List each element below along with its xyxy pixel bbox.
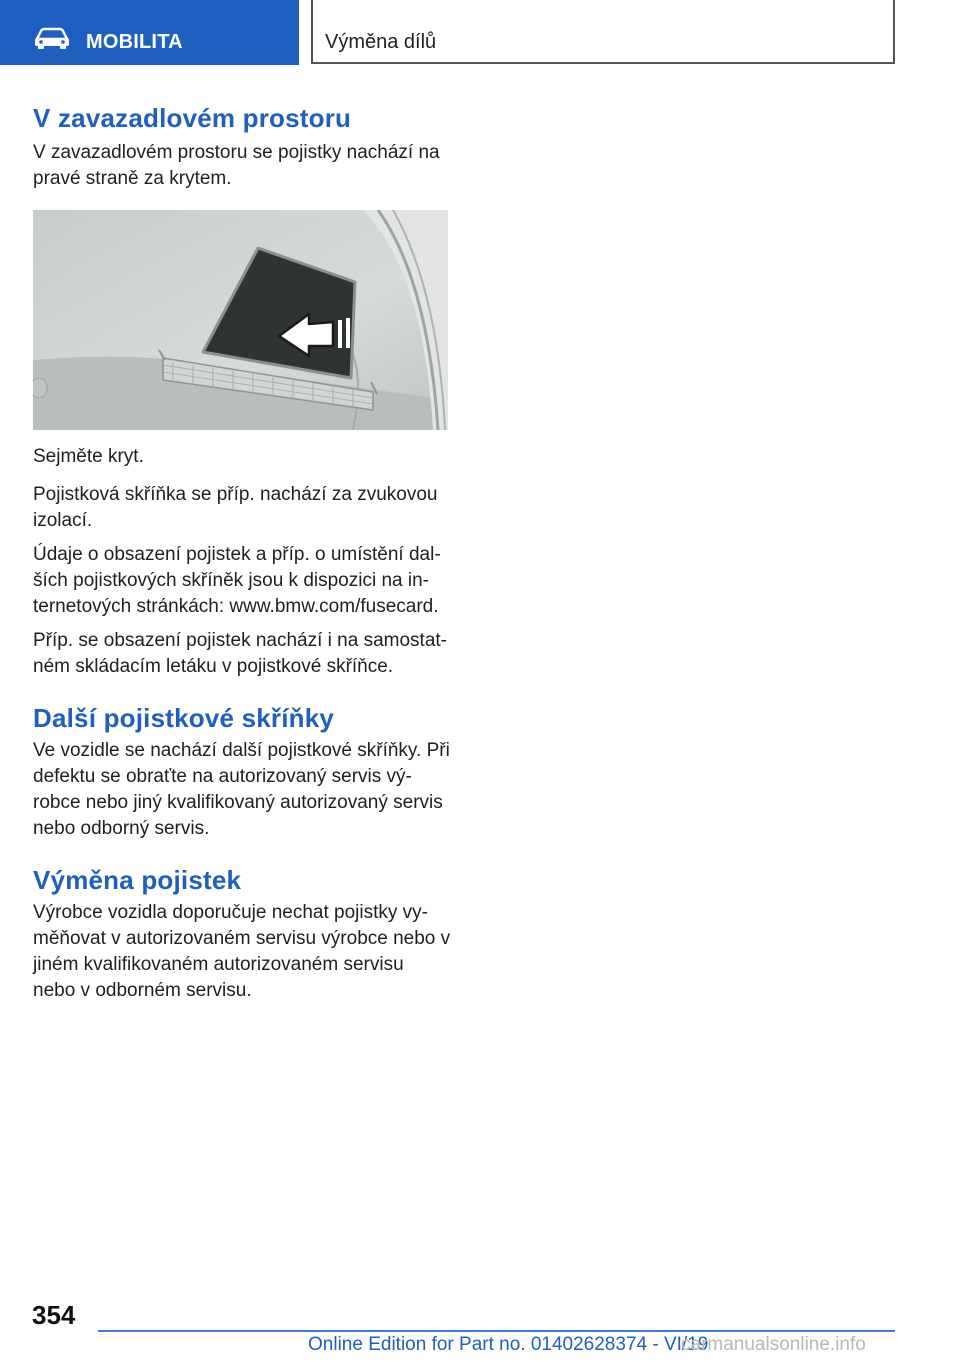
section-tab [0, 0, 299, 65]
paragraph: Ve vozidle se nachází další pojistkové skříňky. Při defektu se obraťte na autorizovaný servis vý-robce nebo jiný kvalifikovaný autorizovaný servis nebo odborný servis. [33, 740, 450, 839]
section-title: MOBILITA [86, 31, 183, 53]
page-number: 354 [32, 1300, 76, 1330]
paragraph: Pojistková skříňka se příp. nachází za zvukovou izolací. [33, 484, 438, 531]
paragraph: Údaje o obsazení pojistek a příp. o umístění dal-ších pojistkových skříněk jsou k dispozici na in-ternetových stránkách: www.bmw.com/fusecard. [33, 544, 441, 617]
car-icon [34, 27, 70, 49]
trunk-fuse-cover-illustration [33, 210, 448, 430]
paragraph: Příp. se obsazení pojistek nachází i na samostat-ném skládacím letáku v pojistkové skříňce. [33, 630, 447, 677]
watermark: carmanualsonline.info [681, 1334, 866, 1355]
main-content [33, 100, 451, 1004]
paragraph: Sejměte kryt. [33, 446, 144, 467]
heading-other-fuse-boxes: Další pojistkové skříňky [33, 703, 335, 733]
footer-divider [98, 1330, 895, 1332]
chapter-title: Výměna dílů [325, 31, 437, 53]
footer-edition: Online Edition for Part no. 01402628374 - VI/19 [308, 1334, 709, 1355]
heading-trunk: V zavazadlovém prostoru [33, 103, 352, 133]
heading-replacing-fuses: Výměna pojistek [33, 865, 242, 895]
paragraph: V zavazadlovém prostoru se pojistky nachází na pravé straně za krytem. [33, 142, 440, 189]
paragraph: Výrobce vozidla doporučuje nechat pojistky vy-měňovat v autorizovaném servisu výrobce nebo v jiném kvalifikovaném autorizovaném servisu nebo v odborném servisu. [33, 902, 451, 1001]
